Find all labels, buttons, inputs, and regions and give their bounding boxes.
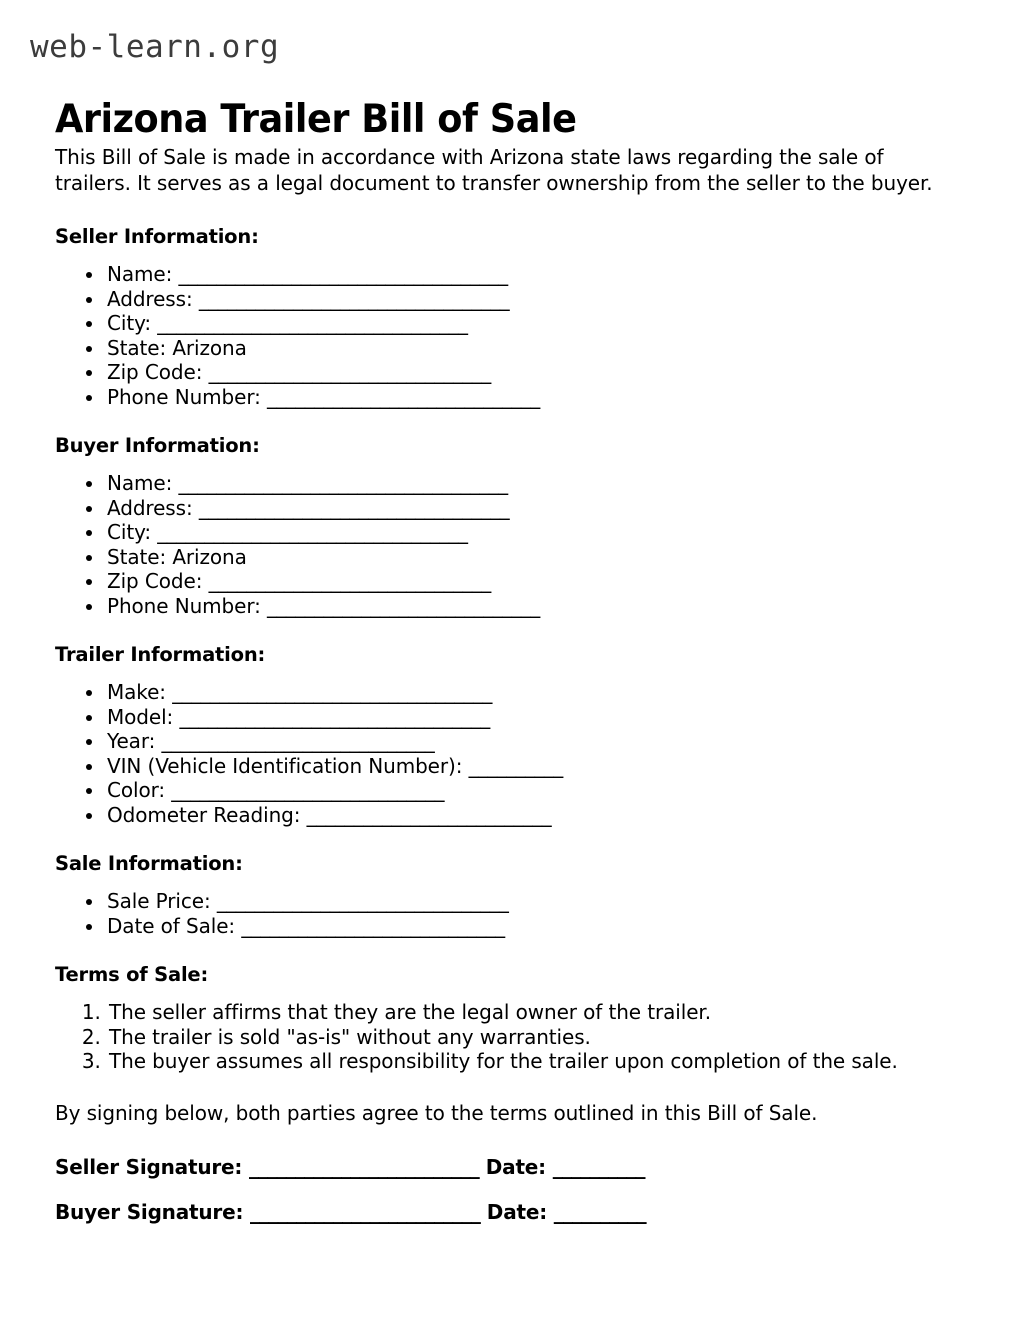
seller-date-line[interactable]: __________	[552, 1154, 645, 1179]
buyer-field-list	[55, 471, 965, 618]
trailer-field-list	[55, 680, 965, 827]
field-fill-line[interactable]: _____________________________	[267, 384, 540, 409]
field-label: Zip Code:	[107, 360, 209, 384]
buyer-signature-line[interactable]: _________________________	[250, 1199, 481, 1224]
field-label: Color:	[107, 778, 172, 802]
field-label: Sale Price:	[107, 889, 217, 913]
field-label: Phone Number:	[107, 384, 267, 409]
buyer-signature-label: Buyer Signature:	[55, 1199, 251, 1224]
field-label: Date of Sale:	[107, 913, 242, 938]
field-label: Make:	[107, 680, 173, 704]
field-sale-date	[105, 914, 965, 939]
field-buyer-city	[105, 520, 965, 545]
field-trailer-color	[105, 778, 965, 803]
section-heading-trailer: Trailer Information:	[55, 643, 266, 666]
field-label: State: Arizona	[107, 335, 247, 360]
field-buyer-address	[105, 496, 965, 521]
field-fill-line[interactable]: ___________________________________	[178, 471, 508, 495]
field-fill-line[interactable]: _____________________________	[267, 593, 540, 618]
intro-paragraph: This Bill of Sale is made in accordance with Arizona state laws regarding the sale of trailers. It serves as a legal document to transfer ownership from the seller to the buyer.	[55, 145, 933, 195]
field-sale-price	[105, 889, 965, 914]
seller-date-label: Date:	[478, 1154, 553, 1179]
section-heading-seller: Seller Information:	[55, 225, 259, 248]
field-fill-line[interactable]: ______________________________	[208, 569, 491, 593]
agreement-paragraph: By signing below, both parties agree to the terms outlined in this Bill of Sale.	[55, 1100, 818, 1125]
field-buyer-state	[105, 545, 965, 570]
section-heading-buyer: Buyer Information:	[55, 434, 260, 457]
field-trailer-year	[105, 729, 965, 754]
field-seller-name	[105, 262, 965, 287]
field-seller-zip	[105, 360, 965, 385]
field-label: City:	[107, 311, 158, 335]
field-buyer-phone	[105, 594, 965, 619]
site-watermark: web-learn.org	[30, 29, 280, 65]
field-fill-line[interactable]: ______________________________	[208, 360, 491, 384]
section-heading-terms: Terms of Sale:	[55, 963, 209, 986]
seller-signature-label: Seller Signature:	[55, 1154, 249, 1179]
field-fill-line[interactable]: __________________________________	[172, 680, 492, 704]
seller-signature-line[interactable]: _________________________	[248, 1154, 479, 1179]
terms-list-item: 2. The trailer is sold "as-is" without any warranties.	[107, 1025, 965, 1050]
field-buyer-zip	[105, 569, 965, 594]
field-seller-phone	[105, 385, 965, 410]
buyer-date-label: Date:	[480, 1199, 554, 1224]
document-body	[55, 144, 965, 1225]
field-fill-line[interactable]: _________________________________	[179, 704, 490, 729]
field-label: VIN (Vehicle Identification Number):	[107, 753, 469, 778]
buyer-date-line[interactable]: __________	[553, 1199, 646, 1224]
field-trailer-model	[105, 705, 965, 730]
field-fill-line[interactable]: ___________________________________	[178, 262, 508, 286]
buyer-signature-row	[55, 1199, 965, 1225]
field-fill-line[interactable]: ____________________________	[241, 913, 505, 938]
field-label: Address:	[107, 495, 199, 520]
signature-block	[55, 1154, 965, 1225]
field-label: Phone Number:	[107, 593, 267, 618]
field-trailer-make	[105, 680, 965, 705]
field-label: Odometer Reading:	[107, 802, 307, 827]
field-trailer-odometer	[105, 803, 965, 828]
field-label: Year:	[107, 729, 162, 753]
seller-signature-row	[55, 1154, 965, 1180]
field-fill-line[interactable]: _________________________________	[198, 495, 510, 520]
terms-list	[55, 1000, 965, 1074]
page-title: Arizona Trailer Bill of Sale	[55, 97, 577, 143]
field-label: Name:	[107, 262, 179, 286]
terms-list-item: 1. The seller affirms that they are the legal owner of the trailer.	[107, 1000, 965, 1025]
field-buyer-name	[105, 471, 965, 496]
field-seller-address	[105, 287, 965, 312]
field-label: Name:	[107, 471, 179, 495]
field-fill-line[interactable]: _________________________________	[157, 311, 468, 335]
field-label: State: Arizona	[107, 544, 247, 569]
field-fill-line[interactable]: _________________________________	[198, 286, 510, 311]
field-fill-line[interactable]: __________	[468, 753, 563, 778]
field-label: Zip Code:	[107, 569, 209, 593]
field-seller-state	[105, 336, 965, 361]
field-fill-line[interactable]: _________________________________	[157, 520, 468, 544]
field-fill-line[interactable]: _______________________________	[216, 889, 509, 913]
terms-list-item: 3. The buyer assumes all responsibility for the trailer upon completion of the sale.	[107, 1049, 965, 1074]
field-fill-line[interactable]: _____________________________	[171, 778, 444, 802]
section-heading-sale: Sale Information:	[55, 852, 243, 875]
field-label: Model:	[107, 704, 180, 729]
field-trailer-vin	[105, 754, 965, 779]
field-label: Address:	[107, 286, 199, 311]
field-seller-city	[105, 311, 965, 336]
seller-field-list	[55, 262, 965, 409]
field-label: City:	[107, 520, 158, 544]
sale-field-list	[55, 889, 965, 938]
field-fill-line[interactable]: __________________________	[306, 802, 552, 827]
field-fill-line[interactable]: _____________________________	[161, 729, 435, 753]
